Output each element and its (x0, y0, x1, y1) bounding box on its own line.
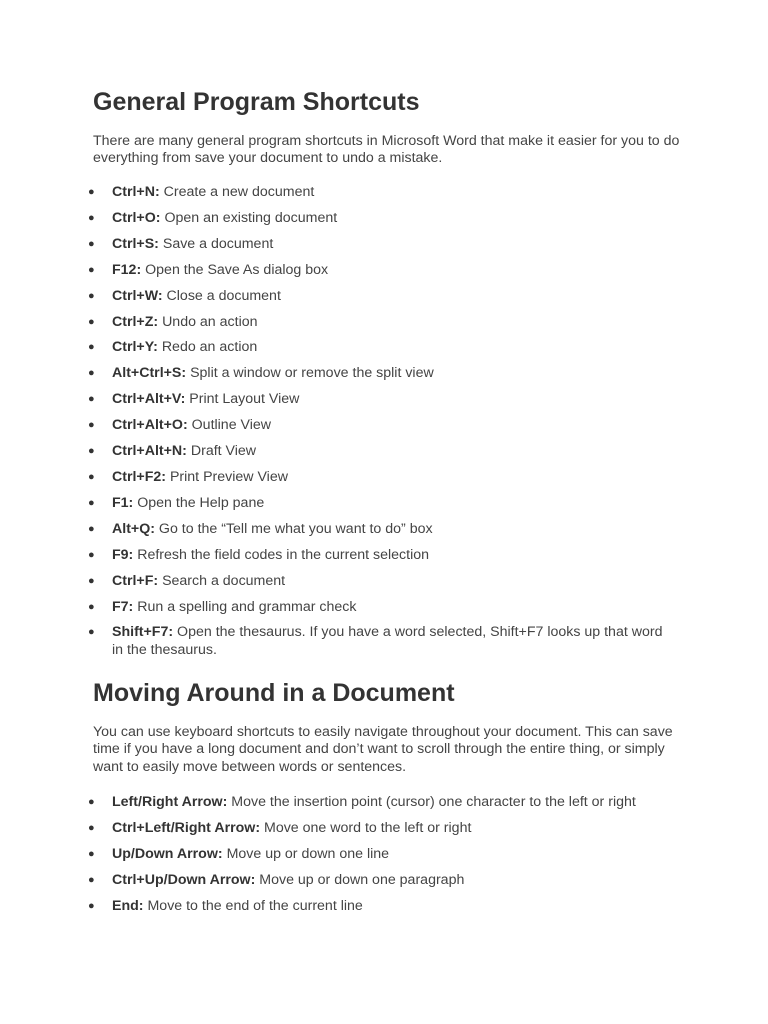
bullet-icon: ● (88, 315, 95, 328)
bullet-icon: ● (88, 445, 95, 458)
shortcut-key: Ctrl+Alt+V: (112, 391, 186, 408)
shortcut-key: F7: (112, 598, 134, 615)
bullet-icon: ● (88, 186, 95, 198)
shortcut-key: Ctrl+Alt+O: (112, 417, 188, 434)
bullet-icon: ● (88, 574, 95, 587)
bullet-icon: ● (88, 393, 95, 406)
shortcut-list-item (88, 287, 663, 305)
shortcut-key: Ctrl+Up/Down Arrow: (112, 871, 256, 888)
shortcut-key: Alt+Ctrl+S: (112, 365, 187, 382)
bullet-icon: ● (88, 873, 95, 886)
bullet-icon: ● (88, 263, 95, 276)
shortcut-key: Ctrl+F2: (112, 468, 166, 485)
shortcut-list-item (88, 897, 663, 915)
bullet-icon: ● (88, 237, 95, 250)
shortcut-list-item (88, 417, 663, 434)
bullet-icon: ● (88, 341, 95, 354)
shortcut-key: Ctrl+Y: (112, 339, 158, 356)
bullet-icon: ● (88, 796, 95, 808)
bullet-icon: ● (88, 899, 95, 912)
shortcut-description: Move up or down one paragraph (259, 871, 465, 888)
shortcut-key: Ctrl+W: (112, 287, 163, 304)
shortcut-key: Alt+Q: (112, 520, 155, 537)
bullet-icon: ● (88, 522, 95, 535)
shortcut-description: Create a new document (163, 184, 315, 200)
shortcut-key: Up/Down Arrow: (112, 845, 223, 862)
shortcut-description: Outline View (191, 417, 272, 434)
shortcut-key: F1: (112, 494, 134, 511)
shortcut-description: Close a document (166, 287, 281, 304)
shortcut-list-item (88, 598, 663, 616)
shortcut-description: Print Preview View (169, 468, 288, 485)
shortcut-key: End: (112, 897, 144, 914)
shortcut-list-item (88, 443, 663, 460)
navigation-shortcuts-list (88, 794, 663, 924)
shortcut-list-item (88, 365, 663, 382)
shortcut-list-item (88, 209, 663, 227)
shortcut-key: Ctrl+Left/Right Arrow: (112, 819, 261, 836)
shortcut-description: Open an existing document (164, 209, 338, 226)
shortcut-description: Open the thesaurus. If you have a word selected, Shift+F7 looks up that word in the thesaurus. (112, 624, 663, 658)
bullet-icon: ● (88, 289, 95, 302)
bullet-icon: ● (88, 211, 95, 224)
shortcut-list-item (88, 391, 663, 408)
shortcut-key: Ctrl+O: (112, 209, 161, 226)
shortcut-list-item (88, 819, 663, 837)
bullet-icon: ● (88, 419, 95, 432)
shortcut-description: Move the insertion point (cursor) one character to the left or right (231, 794, 636, 810)
shortcut-key: Ctrl+Alt+N: (112, 443, 187, 460)
shortcut-description: Draft View (190, 443, 257, 460)
section-intro-general-shortcuts: There are many general program shortcuts in Microsoft Word that make it easier for you to do everything from save your document to undo a mistake. (93, 133, 680, 167)
shortcut-list-item (88, 572, 663, 590)
shortcut-description: Print Layout View (189, 391, 300, 408)
section-intro-moving-around: You can use keyboard shortcuts to easily navigate throughout your document. This can save time if you have a long document and don’t want to scroll through the entire thing, or simply want to easily move between words or sentences. (93, 724, 673, 775)
shortcut-description: Run a spelling and grammar check (137, 598, 357, 615)
shortcut-description: Go to the “Tell me what you want to do” box (158, 520, 433, 537)
shortcut-description: Split a window or remove the split view (190, 365, 434, 382)
shortcut-list-item (88, 339, 663, 356)
shortcut-list-item (88, 624, 663, 659)
shortcut-key: Ctrl+Z: (112, 313, 159, 330)
shortcut-list-item (88, 494, 663, 512)
section-title-general-shortcuts: General Program Shortcuts (93, 88, 420, 116)
shortcut-description: Move to the end of the current line (147, 897, 363, 914)
shortcut-list-item (88, 546, 663, 564)
shortcut-list-item (88, 261, 663, 279)
bullet-icon: ● (88, 821, 95, 834)
shortcut-list-item (88, 845, 663, 863)
shortcut-description: Redo an action (161, 339, 258, 356)
shortcut-key: Left/Right Arrow: (112, 794, 228, 810)
shortcut-key: Shift+F7: (112, 624, 174, 641)
shortcut-description: Move one word to the left or right (264, 819, 472, 836)
bullet-icon: ● (88, 548, 95, 561)
section-title-moving-around: Moving Around in a Document (93, 679, 455, 707)
bullet-icon: ● (88, 367, 95, 380)
shortcut-key: F12: (112, 261, 142, 278)
bullet-icon: ● (88, 496, 95, 509)
shortcut-description: Save a document (162, 235, 274, 252)
shortcut-description: Open the Save As dialog box (145, 261, 329, 278)
shortcut-description: Undo an action (162, 313, 258, 330)
shortcut-description: Search a document (162, 572, 286, 589)
bullet-icon: ● (88, 600, 95, 613)
shortcut-key: Ctrl+F: (112, 572, 159, 589)
shortcut-key: F9: (112, 546, 134, 563)
shortcut-description: Move up or down one line (226, 845, 390, 862)
shortcut-list-item (88, 520, 663, 538)
shortcut-list-item (88, 235, 663, 253)
shortcut-description: Refresh the field codes in the current selection (137, 546, 430, 563)
general-shortcuts-list (88, 184, 663, 668)
shortcut-list-item (88, 313, 663, 331)
bullet-icon: ● (88, 470, 95, 483)
shortcut-list-item (88, 184, 663, 201)
shortcut-list-item (88, 468, 663, 486)
bullet-icon: ● (88, 847, 95, 860)
bullet-icon: ● (88, 626, 95, 639)
shortcut-key: Ctrl+N: (112, 184, 160, 200)
shortcut-list-item (88, 871, 663, 889)
shortcut-description: Open the Help pane (137, 494, 265, 511)
shortcut-list-item (88, 794, 663, 811)
shortcut-key: Ctrl+S: (112, 235, 159, 252)
